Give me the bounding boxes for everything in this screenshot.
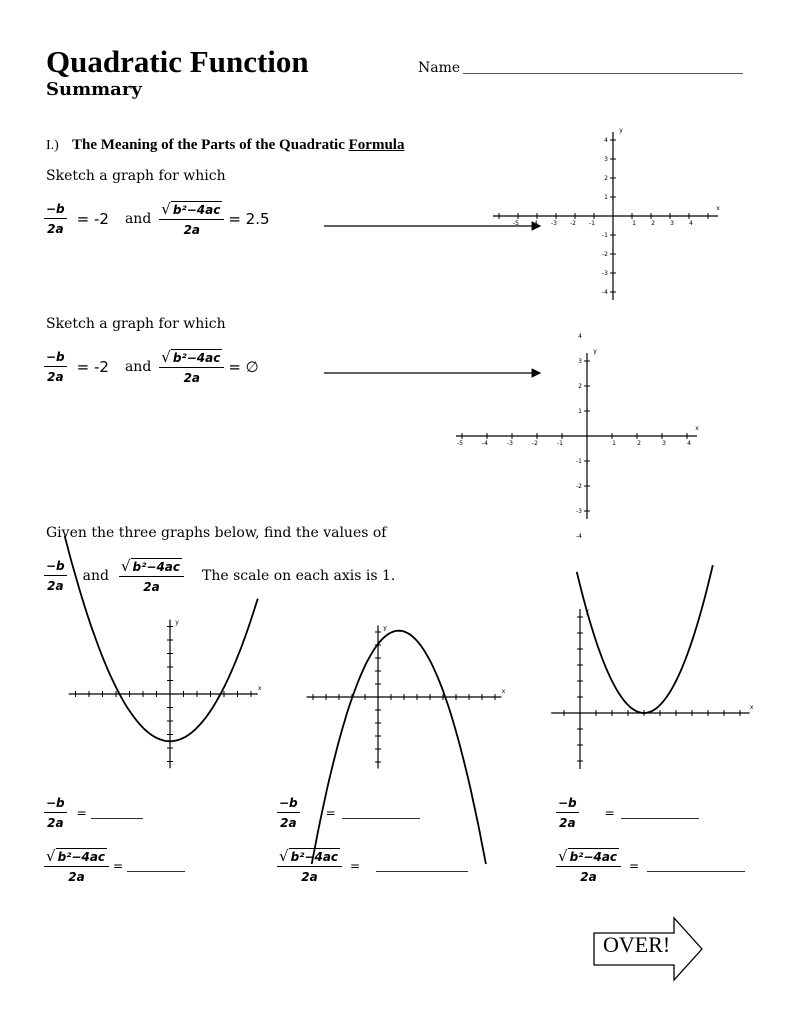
x-axis-label: x [716, 205, 720, 212]
section-title-text: The Meaning of the Parts of the Quadratic [72, 137, 349, 153]
answer-blank-a1[interactable] [91, 817, 143, 819]
page-title: Quadratic Function [46, 44, 309, 79]
x-axis-label: x [695, 425, 699, 432]
discriminant-fraction: $\frac{\text{√ b²−4ac}}{2a}$ [159, 349, 224, 385]
y-axis-label: y [383, 624, 387, 632]
problem1-equals-value: = -2 [76, 210, 109, 228]
page-subtitle: Summary [46, 79, 142, 100]
neg-b-over-2a-fraction: $\frac{-b}{2a}$ [46, 559, 65, 593]
problem2-prompt: Sketch a graph for which [46, 316, 226, 332]
y-tick-label: -4 [576, 533, 582, 540]
answer-c-axis: $\frac{-b}{2a}$ = [556, 796, 699, 830]
y-tick-label: 2 [578, 383, 582, 390]
x-tick-label: -4 [482, 440, 488, 447]
y-tick-label: -1 [602, 232, 608, 239]
section-number: I.) [46, 138, 59, 153]
problem1-prompt: Sketch a graph for which [46, 168, 226, 184]
y-tick-label: -1 [576, 458, 582, 465]
discriminant-fraction: $\frac{\text{√ b²−4ac}}{2a}$ [159, 201, 224, 237]
problem2-equals-value: = -2 [76, 358, 109, 376]
sqrt-icon: √ [120, 557, 131, 575]
sqrt-icon: √ [558, 847, 568, 865]
x-axis-label: x [749, 704, 754, 711]
answer-blank-b2[interactable] [376, 870, 468, 872]
sqrt-icon: √ [46, 847, 56, 865]
answer-c-disc: $\frac{\text{√ b²−4ac}}{2a}$ = [556, 848, 745, 884]
y-axis-label: y [593, 348, 597, 355]
problem3-prompt: Given the three graphs below, find the values of [46, 525, 387, 541]
y-tick-label: 4 [578, 333, 582, 340]
sqrt-icon: √ [279, 847, 289, 865]
given-graph-a [65, 536, 262, 768]
y-tick-label: 3 [578, 358, 582, 365]
problem2-and: and [124, 359, 152, 375]
parabola-curve [577, 565, 713, 713]
x-tick-label: 4 [687, 440, 691, 447]
x-tick-label: 1 [632, 220, 636, 227]
y-tick-label: 1 [604, 194, 608, 201]
x-tick-label: 3 [670, 220, 674, 227]
y-axis-label: y [585, 608, 589, 615]
discriminant-fraction: $\frac{\text{√ b²−4ac}}{2a}$ [119, 558, 184, 594]
y-tick-label: 3 [604, 156, 608, 163]
x-tick-label: 4 [689, 220, 693, 227]
y-tick-label: -2 [576, 483, 582, 490]
x-tick-label: -5 [513, 220, 519, 227]
problem1-and: and [124, 211, 152, 227]
x-tick-label: -2 [570, 220, 576, 227]
over-label: OVER! [603, 932, 671, 957]
y-tick-label: -3 [602, 270, 608, 277]
answer-b-axis: $\frac{-b}{2a}$ = [277, 796, 420, 830]
answer-a-axis: $\frac{-b}{2a}$ = [44, 796, 143, 830]
sketch-grid-1[interactable] [493, 127, 720, 300]
scale-note: The scale on each axis is 1. [202, 568, 396, 584]
y-tick-label: 2 [604, 175, 608, 182]
neg-b-over-2a-fraction: $\frac{-b}{2a}$ [46, 350, 65, 384]
y-tick-label: 4 [604, 137, 608, 144]
parabola-curve [65, 536, 258, 741]
problem3-and: and [82, 568, 109, 584]
answer-blank-a2[interactable] [127, 870, 185, 872]
y-tick-label: -2 [602, 251, 608, 258]
x-tick-label: 3 [662, 440, 666, 447]
answer-blank-c2[interactable] [647, 870, 745, 872]
neg-b-over-2a-fraction: $\frac{-b}{2a}$ [46, 202, 65, 236]
sqrt-icon: √ [161, 200, 171, 218]
problem1-result: = 2.5 [228, 210, 270, 228]
x-tick-label: -3 [551, 220, 557, 227]
y-axis-label: y [175, 618, 179, 626]
y-tick-label: -4 [602, 289, 608, 296]
y-tick-label: 1 [578, 408, 582, 415]
given-graph-c [551, 565, 754, 769]
sqrt-icon: √ [161, 348, 171, 366]
x-axis-label: x [501, 688, 506, 695]
x-axis-label: x [257, 685, 262, 692]
x-tick-label: -4 [532, 220, 538, 227]
x-tick-label: -1 [589, 220, 595, 227]
x-tick-label: -3 [507, 440, 513, 447]
x-tick-label: -1 [557, 440, 563, 447]
x-tick-label: 1 [612, 440, 616, 447]
y-axis-label: y [619, 127, 623, 134]
answer-blank-b1[interactable] [342, 817, 420, 819]
y-tick-label: -3 [576, 508, 582, 515]
name-label: Name [418, 60, 461, 76]
x-tick-label: 2 [651, 220, 655, 227]
answer-b-disc: $\frac{\text{√ b²−4ac}}{2a}$ = [277, 848, 468, 884]
x-tick-label: 2 [637, 440, 641, 447]
sketch-grid-2[interactable] [456, 333, 699, 540]
x-tick-label: -2 [532, 440, 538, 447]
answer-a-disc: $\frac{\text{√ b²−4ac}}{2a}$ = [44, 848, 185, 884]
problem2-result: = ∅ [228, 358, 259, 376]
x-tick-label: -5 [457, 440, 463, 447]
section-title-underlined: Formula [348, 137, 405, 153]
answer-blank-c1[interactable] [621, 817, 699, 819]
